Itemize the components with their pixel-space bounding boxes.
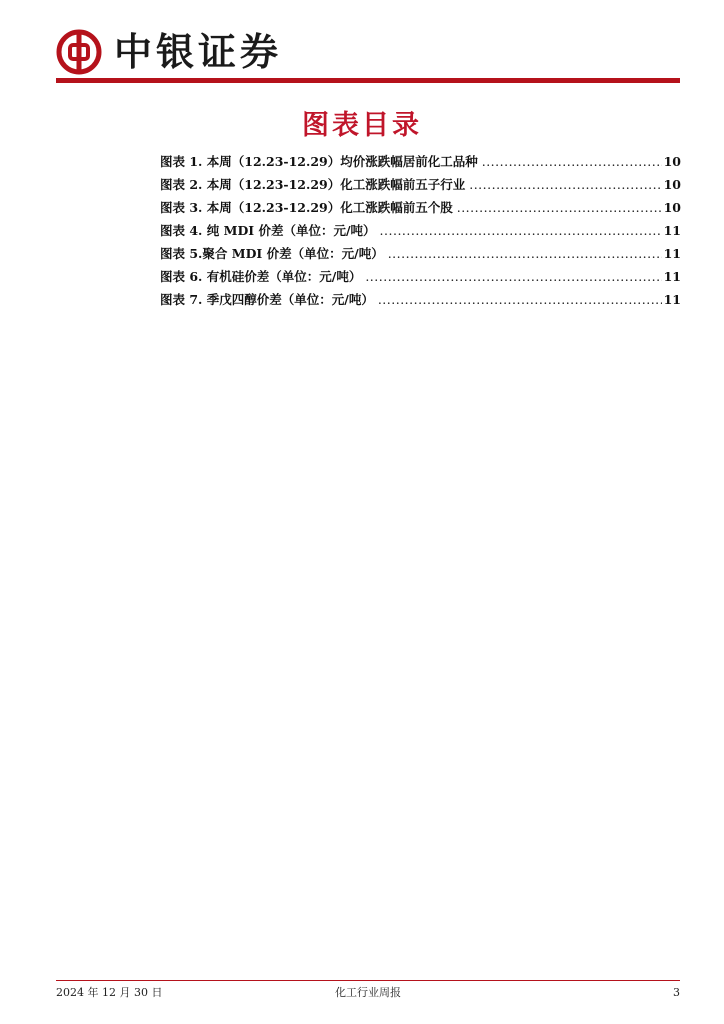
toc-dot-leader	[365, 267, 661, 287]
toc-entry-label: 图表 3. 本周（12.23-12.29）化工涨跌幅前五个股	[160, 200, 453, 215]
header-divider	[56, 78, 680, 83]
toc-entry[interactable]	[160, 244, 681, 267]
footer-divider	[56, 980, 680, 981]
toc-entry-page: 10	[663, 200, 681, 215]
toc-entry[interactable]	[160, 267, 681, 290]
toc-entry-label: 图表 4. 纯 MDI 价差（单位：元/吨）	[160, 223, 376, 238]
toc-entry-page: 11	[663, 292, 681, 307]
toc-entry[interactable]	[160, 290, 681, 313]
toc-entry-page: 11	[663, 269, 681, 284]
toc-entry-label: 图表 7. 季戊四醇价差（单位：元/吨）	[160, 292, 374, 307]
toc-dot-leader	[378, 290, 662, 310]
toc-entry-label: 图表 6. 有机硅价差（单位：元/吨）	[160, 269, 362, 284]
toc-list	[160, 152, 681, 313]
toc-entry[interactable]	[160, 152, 681, 175]
toc-dot-leader	[380, 221, 662, 241]
toc-entry-page: 10	[663, 177, 681, 192]
toc-dot-leader	[482, 152, 662, 172]
toc-entry-page: 10	[663, 154, 681, 169]
footer-report-type: 化工行业周报	[335, 986, 401, 999]
bank-of-china-logo-icon	[56, 29, 102, 75]
toc-entry-page: 11	[663, 223, 681, 238]
toc-entry[interactable]	[160, 198, 681, 221]
footer-page-number: 3	[673, 986, 680, 999]
toc-entry-label: 图表 2. 本周（12.23-12.29）化工涨跌幅前五子行业	[160, 177, 466, 192]
page-footer	[56, 985, 680, 1001]
toc-dot-leader	[469, 175, 661, 195]
toc-entry-label: 图表 5.聚合 MDI 价差（单位：元/吨）	[160, 246, 384, 261]
toc-dot-leader	[457, 198, 662, 218]
toc-entry-label: 图表 1. 本周（12.23-12.29）均价涨跌幅居前化工品种	[160, 154, 478, 169]
toc-entry[interactable]	[160, 221, 681, 244]
footer-date: 2024 年 12 月 30 日	[56, 986, 163, 999]
toc-title: 图表目录	[302, 110, 422, 141]
toc-dot-leader	[388, 244, 662, 264]
brand-name: 中银证券	[114, 29, 283, 74]
toc-entry[interactable]	[160, 175, 681, 198]
toc-entry-page: 11	[663, 246, 681, 261]
page-header	[56, 24, 282, 80]
